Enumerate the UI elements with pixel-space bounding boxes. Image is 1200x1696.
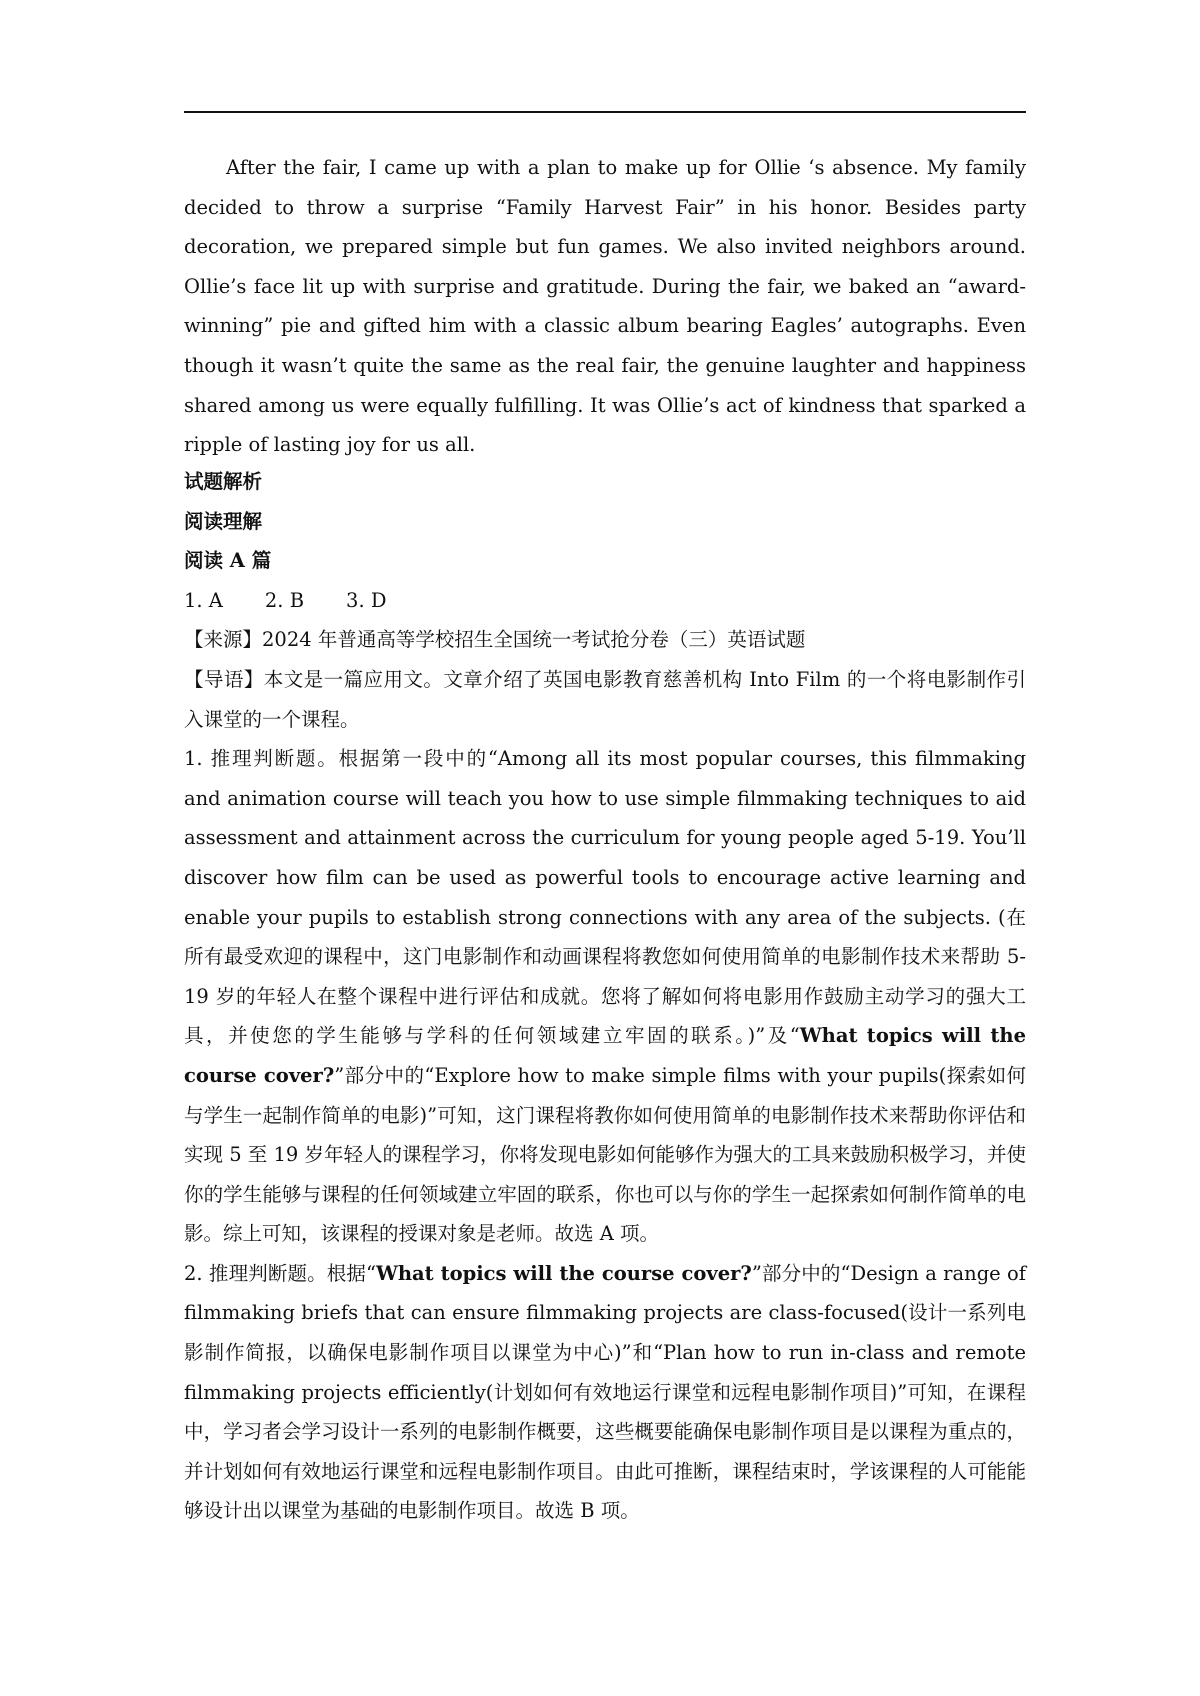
section-title: 阅读理解	[184, 509, 263, 533]
passage-title: 阅读 A 篇	[184, 549, 272, 573]
q1-section-heading: What topics will the course cover?	[184, 1024, 1026, 1087]
source-line: 【来源】2024 年普通高等学校招生全国统一考试抢分卷（三）英语试题	[184, 628, 806, 652]
q2-section-heading: What topics will the course cover?	[375, 1261, 752, 1285]
q1-text-b: ”部分中的“Explore how to make simple films with your pupils(探索如何与学生一起制作简单的电影)”可知，这门课程将教你如何使用简单的电影制作技术来帮助你评估和实现 5 至 19 岁年轻人的课程学习，你将发现电影如何能够作为强大的工具来鼓励积极学习，并使你的学生能够与课程的任何领域建立牢固的联系，你也可以与你的学生一起探索如何制作简单的电影。综上可知，该课程的授课对象是老师。故选 A 项。	[184, 1063, 1027, 1246]
answer-2: 2. B	[264, 588, 305, 612]
answer-3: 3. D	[346, 588, 387, 612]
answer-1: 1. A	[184, 588, 223, 612]
q2-text-b: ”部分中的“Design a range of filmmaking briefs that can ensure filmmaking projects are class-focused(设计一系列电影制作简报，以确保电影制作项目以课堂为中心)”和“Plan how to run in-class and remote filmmaking projects efficiently(计划如何有效地运行课堂和远程电影制作项目)”可知，在课程中，学习者会学习设计一系列的电影制作概要，这些概要能确保电影制作项目是以课程为重点的，并计划如何有效地运行课堂和远程电影制作项目。由此可推断，课程结束时，学该课程的人可能能够设计出以课堂为基础的电影制作项目。故选 B 项。	[184, 1261, 1026, 1523]
analysis-section	[184, 462, 1026, 1531]
question-1-explanation	[184, 739, 1026, 1254]
q2-text-a: 2. 推理判断题。根据“	[184, 1261, 376, 1285]
answer-key	[184, 581, 1026, 621]
q1-text-a: 1. 推理判断题。根据第一段中的“Among all its most popular courses, this filmmaking and animation course will teach you how to use simple filmmaking techniques to aid assessment and attainment across the curriculum for young people aged 5-19. You’ll discover how film can be used as powerful tools to encourage active learning and enable your pupils to establish strong connections with any area of the subjects. (在所有最受欢迎的课程中，这门电影制作和动画课程将教您如何使用简单的电影制作技术来帮助 5-19 岁的年轻人在整个课程中进行评估和成就。您将了解如何将电影用作鼓励主动学习的强大工具，并使您的学生能够与学科的任何领域建立牢固的联系。)”及“	[184, 747, 1026, 1048]
analysis-title: 试题解析	[184, 470, 263, 493]
intro-paragraph: 【导语】本文是一篇应用文。文章介绍了英国电影教育慈善机构 Into Film 的一个将电影制作引入课堂的一个课程。	[184, 667, 1026, 731]
header-rule	[184, 111, 1026, 113]
question-2-explanation	[184, 1254, 1026, 1531]
essay-paragraph: After the fair, I came up with a plan to make up for Ollie ‘s absence. My family decided to throw a surprise “Family Harvest Fair” in his honor. Besides party decoration, we prepared simple but fun games. We also invited neighbors around. Ollie’s face lit up with surprise and gratitude. During the fair, we baked an “award-winning” pie and gifted him with a classic album bearing Eagles’ autographs. Even though it wasn’t quite the same as the real fair, the genuine laughter and happiness shared among us were equally fulfilling. It was Ollie’s act of kindness that sparked a ripple of lasting joy for us all.	[184, 156, 1026, 457]
